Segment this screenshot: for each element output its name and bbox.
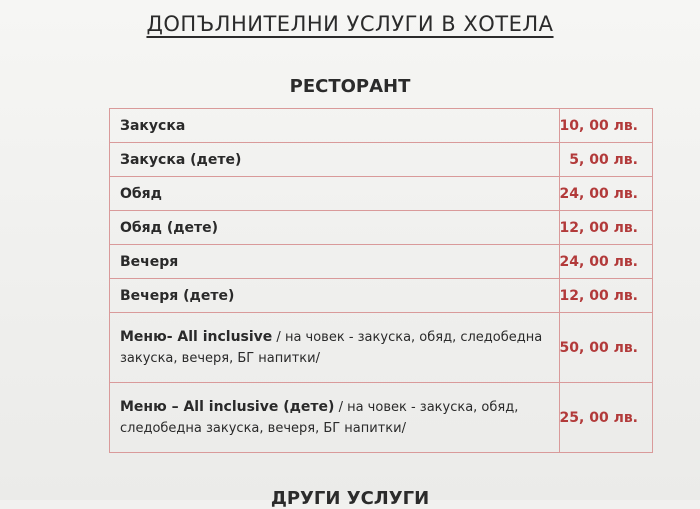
service-price: 12, 00 лв.	[559, 211, 652, 245]
service-price: 24, 00 лв.	[559, 177, 652, 211]
service-price: 24, 00 лв.	[559, 245, 652, 279]
table-row	[110, 143, 653, 177]
service-name: Закуска (дете)	[110, 143, 560, 177]
menu-description: / на човек - закуска, обяд, следобедна закуска, вечеря, БГ напитки/	[120, 399, 519, 436]
table-row	[110, 279, 653, 313]
table-row	[110, 313, 653, 383]
service-name: Обяд (дете)	[110, 211, 560, 245]
table-row	[110, 245, 653, 279]
price-table	[109, 108, 653, 453]
service-price: 5, 00 лв.	[559, 143, 652, 177]
service-name	[110, 383, 560, 453]
service-price: 12, 00 лв.	[559, 279, 652, 313]
document-title: ДОПЪЛНИТЕЛНИ УСЛУГИ В ХОТЕЛА	[146, 12, 554, 36]
service-price: 10, 00 лв.	[559, 109, 652, 143]
menu-name: Меню- All inclusive	[120, 328, 273, 345]
table-row	[110, 109, 653, 143]
service-name: Вечеря (дете)	[110, 279, 560, 313]
service-price: 25, 00 лв.	[559, 383, 652, 453]
service-price: 50, 00 лв.	[559, 313, 652, 383]
section-title-other-services: ДРУГИ УСЛУГИ	[270, 488, 430, 509]
menu-description: / на човек - закуска, обяд, следобедна закуска, вечеря, БГ напитки/	[120, 329, 543, 366]
service-name: Закуска	[110, 109, 560, 143]
table-row	[110, 177, 653, 211]
table-row	[110, 383, 653, 453]
service-name: Вечеря	[110, 245, 560, 279]
service-name	[110, 313, 560, 383]
menu-name: Меню – All inclusive (дете)	[120, 398, 335, 415]
section-title-restaurant: РЕСТОРАНТ	[289, 76, 411, 97]
table-row	[110, 211, 653, 245]
service-name: Обяд	[110, 177, 560, 211]
